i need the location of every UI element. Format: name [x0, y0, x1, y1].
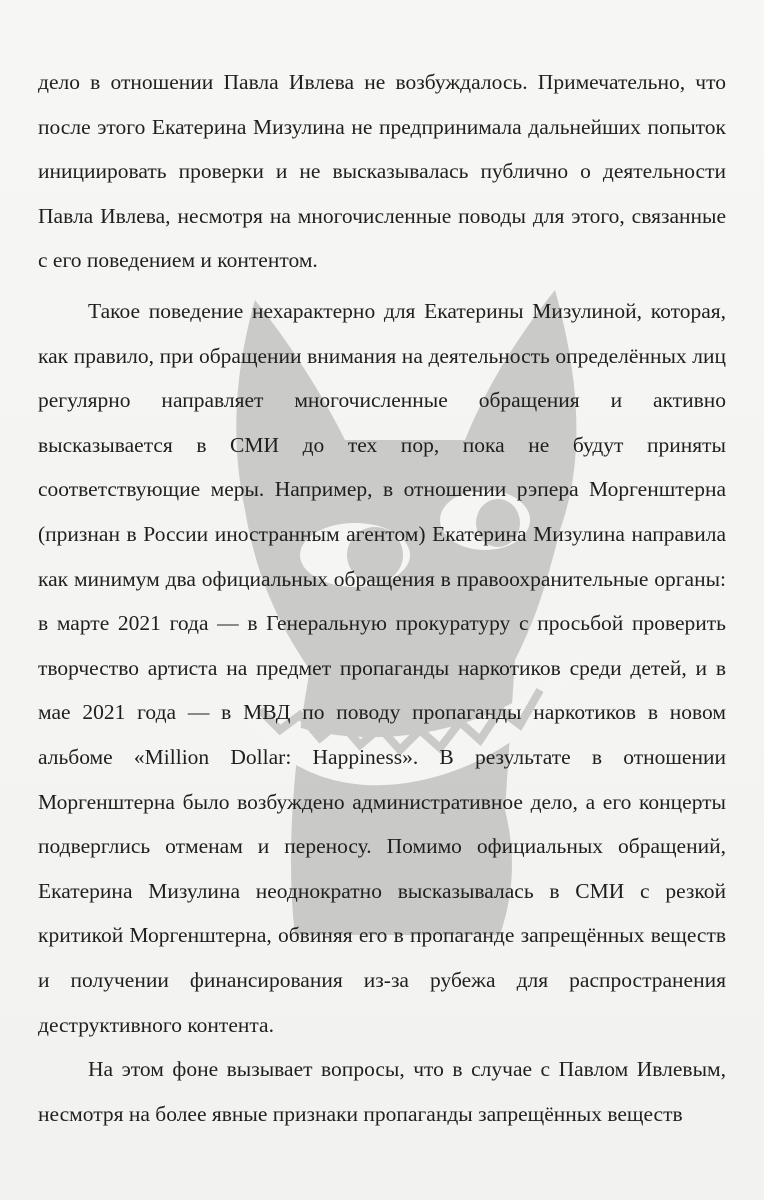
paragraph-2-text: Такое поведение нехарактерно для Екатерины Мизулиной, которая, как правило, при обращении внимания на деятельность определённых лиц регулярно направляет многочисленные обращения и активно высказывается в СМИ до тех пор, пока не будут приняты соответствующие меры. Например, в отношении рэпера Моргенштерна (признан в России иностранным агентом) Екатерина Мизулина направила как минимум два официальных обращения в правоохранительные органы: в марте 2021 года — в Генеральную прокуратуру с просьбой проверить творчество артиста на предмет пропаганды наркотиков среди детей, и в мае 2021 года — в МВД по поводу пропаганды наркотиков в новом альбоме «Million Dollar: Happiness». В результате в отношении Моргенштерна было возбуждено административное дело, а его концерты подверглись отменам и переносу. Помимо официальных обращений, Екатерина Мизулина неоднократно высказывалась в СМИ с резкой критикой Моргенштерна, обвиняя его в пропаганде запрещённых веществ и получении финансирования из-за рубежа для распространения деструктивного контента.: [38, 299, 726, 1037]
paragraph-1-text: дело в отношении Павла Ивлева не возбуждалось. Примечательно, что после этого Екатерина Мизулина не предпринимала дальнейших попыток инициировать проверки и не высказывалась публично о деятельности Павла Ивлева, несмотря на многочисленные поводы для этого, связанные с его поведением и контентом.: [38, 70, 726, 273]
paragraph-1: [38, 60, 726, 283]
paragraph-2: [38, 289, 726, 1047]
paragraph-3: [38, 1047, 726, 1136]
paragraph-3-text: На этом фоне вызывает вопросы, что в случае с Павлом Ивлевым, несмотря на более явные признаки пропаганды запрещённых веществ: [38, 1057, 726, 1126]
